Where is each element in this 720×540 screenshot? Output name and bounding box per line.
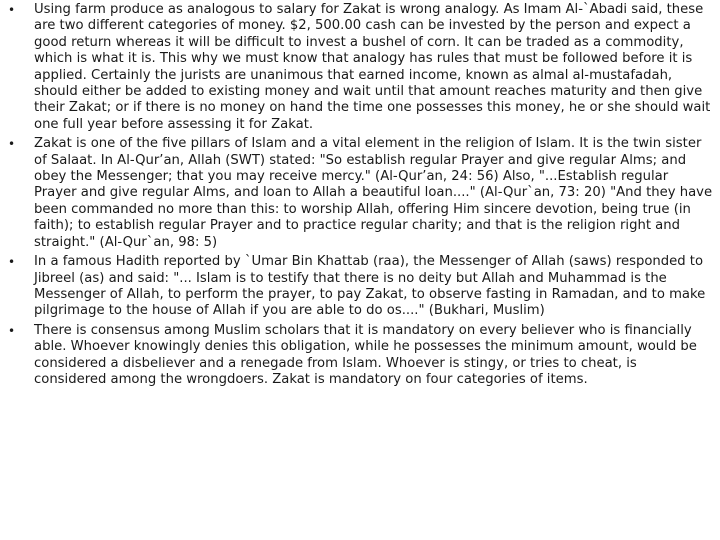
bullet-text: In a famous Hadith reported by `Umar Bin Khattab (raa), the Messenger of Allah (saws) responded to Jibreel (as) and said: "... Islam is to testify that there is no deity but Allah and Muhammad is the Messenger of Allah, to perform the prayer, to pay Zakat, to observe fasting in Ramadan, and to make pilgrimage to the house of Allah if you are able to do os...." (Bukhari, Muslim) (34, 254, 706, 319)
bullet-text: Zakat is one of the five pillars of Islam and a vital element in the religion of Islam. It is the twin sister of Salaat. In Al-Qur’an, Allah (SWT) stated: "So establish regular Prayer and give regular Alms; and obey the Messenger; that you may receive mercy." (Al-Qur’an, 24: 56) Also, "...Establish regular Prayer and give regular Alms, and loan to Allah a beautiful loan...." (Al-Qur`an, 73: 20) "And they have been commanded no more than this: to worship Allah, offering Him sincere devotion, being true (in faith); to establish regular Prayer and to practice regular charity; and that is the religion right and straight." (Al-Qur`an, 98: 5) (34, 136, 713, 250)
bullet-item-farm-produce (8, 2, 713, 133)
bullet-icon: • (8, 255, 16, 270)
bullet-text: Using farm produce as analogous to salary for Zakat is wrong analogy. As Imam Al-`Abadi said, these are two different categories of money. $2, 500.00 cash can be invested by the person and expect a good return whereas it will be difficult to invest a bushel of corn. It can be traded as a commodity, which is what it is. This why we must know that analogy has rules that must be followed before it is applied. Certainly the jurists are unanimous that earned income, known as almal al-mustafadah, should either be added to existing money and wait until that amount reaches maturity and then give their Zakat; or if there is no money on hand the time one possesses this money, he or she should wait one full year before assessing it for Zakat. (34, 2, 711, 132)
bullet-icon: • (8, 323, 16, 338)
bullet-item-consensus (8, 323, 713, 389)
bullet-icon: • (8, 3, 16, 17)
bullet-item-pillar-of-islam (8, 136, 713, 251)
bullet-icon: • (8, 137, 16, 152)
bullet-list (8, 2, 713, 391)
bullet-item-hadith (8, 254, 713, 320)
bullet-text: There is consensus among Muslim scholars that it is mandatory on every believer who is financially able. Whoever knowingly denies this obligation, while he possesses the minimum amount, would be considered a disbeliever and a renegade from Islam. Whoever is stingy, or tries to cheat, is considered among the wrongdoers. Zakat is mandatory on four categories of items. (34, 322, 697, 387)
